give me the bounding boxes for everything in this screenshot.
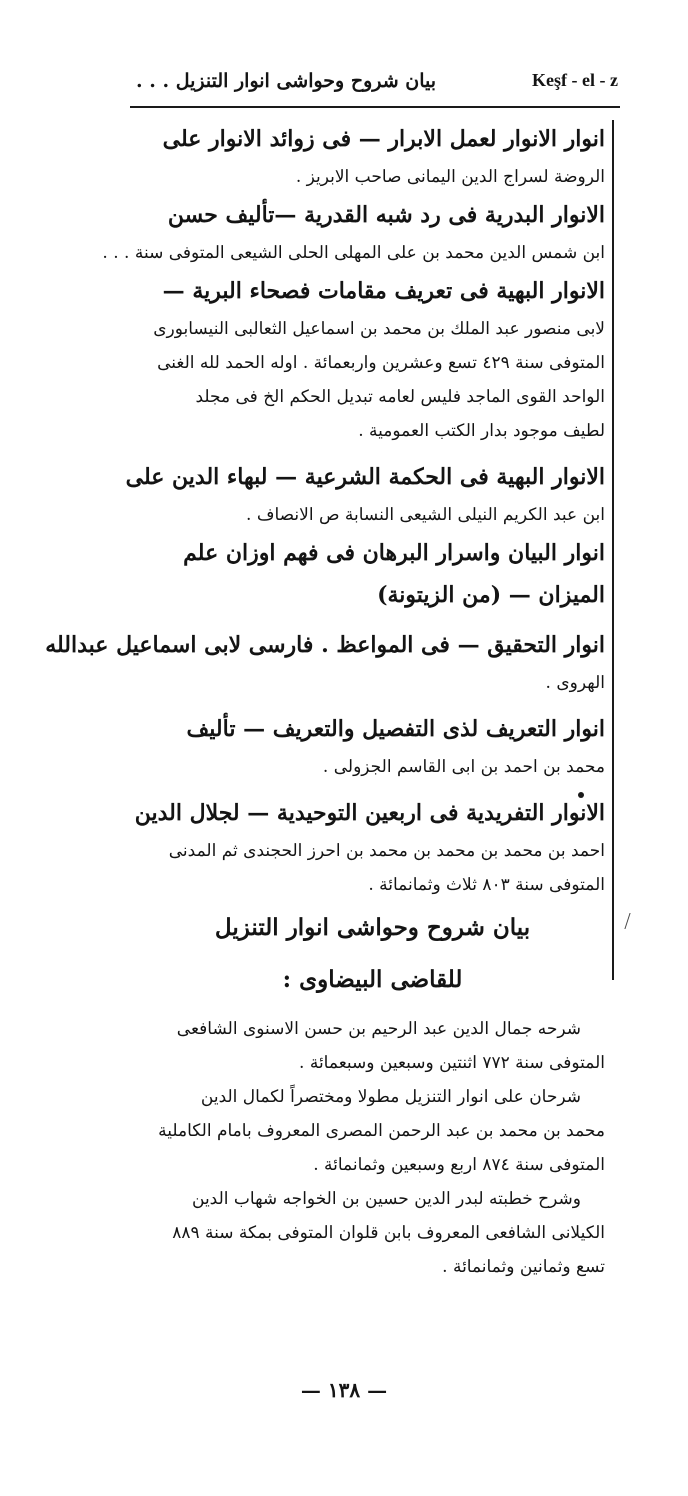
entry-line: الواحد القوى الماجد فليس لعامه تبديل الحكم الخ فى مجلد (195, 387, 605, 407)
running-header (130, 70, 618, 104)
entry (140, 708, 605, 784)
entry-heading: الانوار البدرية فى رد شبه القدرية —تأليف حسن (167, 202, 605, 228)
header-rule (130, 106, 620, 108)
entry (140, 532, 605, 616)
entry-heading: الانوار التفريدية فى اربعين التوحيدية — لجلال الدين (134, 800, 605, 826)
page-number: — ١٣٨ — (300, 1378, 388, 1402)
margin-rule (612, 120, 614, 980)
margin-mark (624, 913, 634, 929)
entry-line: الهروى . (545, 673, 605, 693)
entry (140, 118, 605, 194)
entry-line: المتوفى سنة ٨٠٣ ثلاث وثمانمائة . (368, 875, 605, 895)
section-title: بيان شروح وحواشى انوار التنزيل (214, 914, 531, 941)
entry-heading: الانوار البهية فى تعريف مقامات فصحاء البرية — (162, 278, 605, 304)
commentary-list (140, 1012, 605, 1284)
entry-heading: انوار البيان واسرار البرهان فى فهم اوزان علم (183, 540, 605, 566)
entry-heading: انوار الانوار لعمل الابرار — فى زوائد الانوار على (162, 126, 605, 152)
entry-line: الميزان — (من الزيتونة) (377, 582, 605, 608)
entry-heading: انوار التعريف لذى التفصيل والتعريف — تأليف (186, 716, 605, 742)
entry (45, 624, 605, 700)
entry (125, 456, 605, 532)
page-body (45, 118, 605, 1284)
entry-heading: انوار التحقيق — فى المواعظ . فارسى لابى اسماعيل عبدالله (45, 632, 605, 658)
commentary-line: شرحان على انوار التنزيل مطولا ومختصراً لكمال الدين (200, 1087, 581, 1107)
entry-line: المتوفى سنة ٤٢٩ تسع وعشرين واربعمائة . اوله الحمد لله الغنى (157, 353, 605, 373)
entry-heading: الانوار البهية فى الحكمة الشرعية — لبهاء الدين على (125, 464, 605, 490)
entry (134, 792, 605, 902)
entry-line: احمد بن محمد بن محمد بن محمد بن احرز الحجندى ثم المدنى (168, 841, 605, 861)
commentary-line: المتوفى سنة ٧٧٢ اثنتين وسبعين وسبعمائة . (299, 1053, 605, 1073)
section-subtitle: للقاضى البيضاوى : (282, 966, 463, 993)
entry-line: لطيف موجود بدار الكتب العمومية . (358, 421, 605, 441)
entry-line: ابن عبد الكريم النيلى الشيعى النسابة ص الانصاف . (246, 505, 605, 525)
entry-line: محمد بن احمد بن ابى القاسم الجزولى . (322, 757, 605, 777)
entry (140, 270, 605, 448)
entry-line: الروضة لسراج الدين اليمانى صاحب الابريز . (295, 167, 605, 187)
commentary-line: الكيلانى الشافعى المعروف بابن قلوان المتوفى بمكة سنة ٨٨٩ (172, 1223, 605, 1243)
commentary-line: تسع وثمانين وثمانمائة . (442, 1257, 605, 1277)
entry-line: لابى منصور عبد الملك بن محمد بن اسماعيل الثعالبى النيسابورى (153, 319, 605, 339)
entry-line: ابن شمس الدين محمد بن على المهلى الحلى الشيعى المتوفى سنة . . . (102, 243, 605, 263)
entry (102, 194, 605, 270)
commentary-line: المتوفى سنة ٨٧٤ اربع وسبعين وثمانمائة . (313, 1155, 605, 1175)
running-title: بيان شروح وحواشى انوار التنزيل . . . (136, 70, 437, 92)
commentary-line: وشرح خطبته لبدر الدين حسين بن الخواجه شهاب الدين (192, 1189, 581, 1209)
running-code: Keşf - el - z (532, 70, 618, 90)
commentary-line: محمد بن محمد بن عبد الرحمن المصرى المعروف بامام الكاملية (158, 1121, 605, 1141)
commentary-line: شرحه جمال الدين عبد الرحيم بن حسن الاسنوى الشافعى (176, 1019, 581, 1039)
